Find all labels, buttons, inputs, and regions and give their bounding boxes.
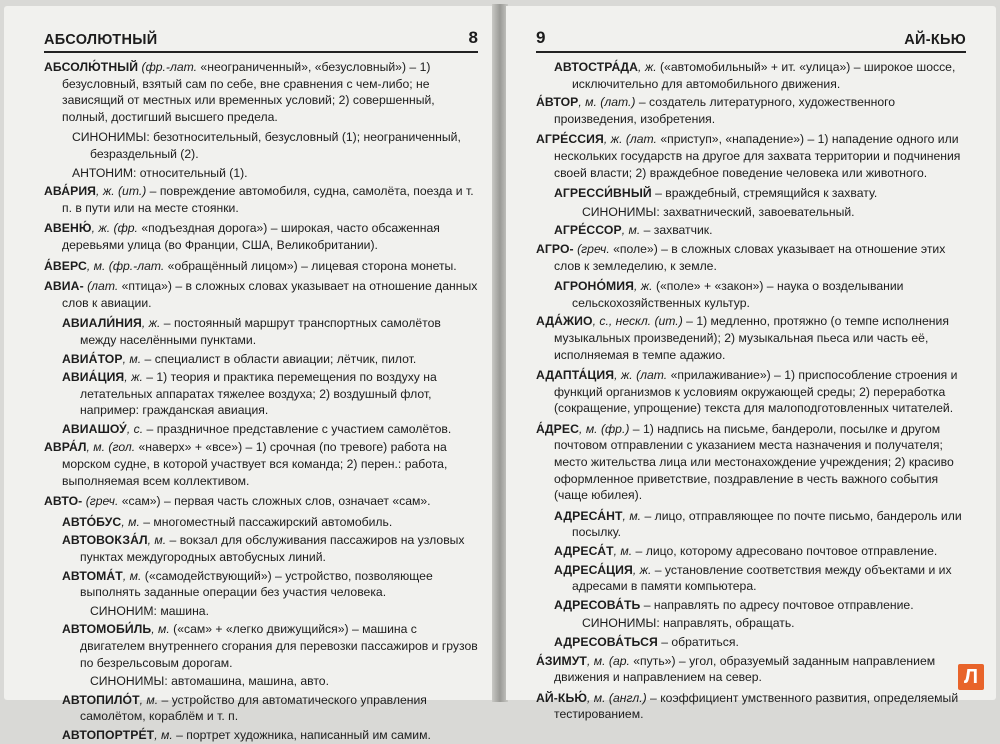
right-page	[506, 6, 996, 722]
definition: «приступ», «нападение») – 1) нападение одного или нескольких государств на другое для захвата территории и подчинения своей власти; 2) враждебное поведение человека или животного.	[554, 132, 961, 180]
definition: – обратиться.	[657, 635, 739, 649]
grammar-note: , м. (гол.	[86, 440, 136, 455]
grammar-note: , м. (фр.-лат.	[86, 258, 165, 273]
definition: «наверх» + «все») – 1) срочная (по тревоге) работа на морском судне, в которой участвует вся команда; 2) перен.: работа, выполняемая всем коллективом.	[62, 440, 448, 488]
dictionary-entry	[536, 313, 966, 363]
left-running-head: АБСОЛЮТНЫЙ	[44, 32, 158, 48]
definition: – 1) теория и практика перемещения по воздуху на летательных аппаратах тяжелее воздуха; 2) воздушный флот, например: гражданская авиация.	[80, 370, 437, 418]
dictionary-entry	[44, 183, 478, 216]
headword: АВТОПИЛО́Т	[62, 692, 140, 707]
headword: АБСОЛЮ́ТНЫЙ	[44, 60, 139, 74]
grammar-note: (фр.-лат.	[138, 60, 198, 74]
dictionary-entry	[44, 621, 478, 671]
dictionary-entry	[44, 59, 478, 125]
dictionary-entry	[44, 568, 478, 601]
headword: АДРЕСА́ЦИЯ	[554, 562, 633, 577]
headword: АДА́ЖИО	[536, 314, 593, 329]
grammar-note: , м. (англ.)	[587, 690, 647, 705]
right-running-head: АЙ-КЬЮ	[904, 32, 966, 48]
definition: – специалист в области авиации; лётчик, пилот.	[141, 351, 417, 366]
headword: АДРЕСОВА́ТЬ	[554, 597, 641, 612]
definition: «прилаживание») – 1) приспособление строения и функций организмов к условиям окружающей среды; 2) переработка (сокращение, упрощение) текста для малоподготовленных читателей.	[554, 368, 958, 416]
dictionary-note: СИНОНИМЫ: направлять, обращать.	[582, 616, 795, 631]
dictionary-note: СИНОНИМЫ: автомашина, машина, авто.	[90, 674, 329, 689]
dictionary-entry	[44, 351, 478, 368]
grammar-note: , ж.	[634, 279, 653, 294]
definition: «сам») – первая часть сложных слов, означает «сам».	[118, 494, 431, 509]
grammar-note: (лат.	[83, 279, 119, 294]
grammar-note: , ж. (лат.	[603, 132, 657, 147]
definition: «подъездная дорога») – широкая, часто обсаженная деревьями улица (во Франции, США, Великобритании).	[62, 221, 440, 252]
grammar-note: , м.	[121, 514, 140, 529]
definition: («сам» + «легко движущийся») – машина с двигателем внутреннего сгорания для перевозки пассажиров и грузов по безрельсовым дорогам.	[80, 622, 478, 670]
dictionary-entry	[44, 514, 478, 531]
grammar-note: , м.	[154, 727, 173, 742]
headword: АВРА́Л	[44, 440, 87, 455]
grammar-note: , м.	[622, 508, 642, 523]
dictionary-entry	[536, 690, 966, 723]
definition: «птица») – в сложных словах указывает на отношение данных слов к авиации.	[62, 279, 478, 310]
dictionary-entry	[44, 258, 478, 275]
dictionary-entry	[44, 692, 478, 725]
definition: – установление соответствия между объектами и их адресами в памяти компьютера.	[572, 562, 952, 594]
dictionary-entry	[536, 634, 966, 651]
dictionary-entry	[536, 278, 966, 311]
dictionary-entry	[536, 508, 966, 541]
grammar-note: (греч.	[573, 241, 610, 256]
headword: АДРЕСА́Т	[554, 544, 614, 559]
dictionary-entry	[536, 367, 966, 417]
grammar-note: , ж. (лат.	[614, 368, 668, 383]
grammar-note: , ж. (ит.)	[96, 184, 147, 199]
grammar-note: , м. (фр.)	[579, 421, 630, 436]
definition: – устройство для автоматического управления самолётом, кораблём и т. п.	[80, 692, 427, 724]
definition: – 1) надпись на письме, бандероли, посылке и другом почтовом отправлении с указанием места назначения и получателя; место жительства лица или местонахождение учреждения; 2) красиво оформленное приветствие, поздравление в честь важного события (чаще юбилея).	[554, 421, 954, 503]
dictionary-entry	[536, 59, 966, 92]
headword: АЙ-КЬЮ́	[536, 690, 587, 705]
dictionary-entry	[536, 653, 966, 686]
headword: АГРЕССИ́ВНЫЙ	[554, 186, 652, 201]
grammar-note: , м. (лат.)	[578, 95, 636, 110]
headword: АВИА́ТОР	[62, 351, 123, 366]
dictionary-entry	[44, 439, 478, 489]
dictionary-entry	[536, 562, 966, 595]
grammar-note: , с., нескл. (ит.)	[592, 314, 683, 329]
headword: А́ВЕРС	[44, 258, 87, 273]
headword: АДАПТА́ЦИЯ	[536, 368, 615, 383]
dictionary-entry	[44, 220, 478, 253]
definition: – портрет художника, написанный им самим.	[172, 727, 431, 742]
headword: АВТО-	[44, 494, 83, 509]
dictionary-entry	[536, 241, 966, 274]
grammar-note: , м.	[151, 622, 170, 637]
headword: АВИАШОУ́	[62, 421, 127, 436]
definition: («поле» + «закон») – наука о возделывании сельскохозяйственных культур.	[572, 279, 904, 310]
dictionary-entry	[536, 421, 966, 504]
dictionary-note: СИНОНИМЫ: безотносительный, безусловный (1); неограниченный, безраздельный (2).	[72, 130, 461, 161]
dictionary-entry	[44, 727, 478, 744]
definition: – праздничное представление с участием самолётов.	[143, 421, 452, 436]
headword: АВТОМА́Т	[62, 568, 123, 583]
dictionary-entry	[536, 94, 966, 127]
grammar-note: , м.	[122, 568, 142, 583]
headword: АВТОПОРТРЕ́Т	[62, 727, 155, 742]
dictionary-entry	[536, 131, 966, 181]
definition: – коэффициент умственного развития, определяемый тестированием.	[554, 690, 959, 722]
grammar-note: , ж.	[632, 562, 652, 577]
definition: – повреждение автомобиля, судна, самолёта, поезда и т. п. в пути или на месте стоянки.	[62, 184, 474, 215]
right-entries	[536, 59, 966, 723]
headword: АВТОВОКЗА́Л	[62, 533, 148, 548]
headword: АВТО́БУС	[62, 514, 122, 529]
headword: АДРЕСОВА́ТЬСЯ	[554, 635, 658, 649]
dictionary-entry	[536, 185, 966, 202]
right-page-header	[536, 28, 966, 53]
headword: АВЕНЮ́	[44, 221, 92, 236]
dictionary-entry	[44, 369, 478, 419]
grammar-note: (греч.	[82, 494, 119, 509]
publisher-logo: Л	[958, 664, 984, 690]
grammar-note: , с.	[126, 421, 144, 436]
definition: «обращённый лицом») – лицевая сторона монеты.	[164, 258, 457, 273]
headword: А́ДРЕС	[536, 421, 580, 436]
grammar-note: , ж. (фр.	[91, 221, 138, 236]
headword: АВИА-	[44, 279, 84, 294]
headword: АВИА́ЦИЯ	[62, 370, 125, 385]
left-entries	[44, 59, 478, 744]
headword: А́ВТОР	[536, 95, 579, 110]
headword: АДРЕСА́НТ	[554, 508, 623, 523]
dictionary-note: СИНОНИМ: машина.	[90, 603, 209, 618]
definition: «путь») – угол, образуемый заданным направлением движения и направлением на север.	[554, 653, 936, 685]
dictionary-entry	[44, 532, 478, 565]
headword: АВТОМОБИ́ЛЬ	[62, 622, 152, 637]
definition: – враждебный, стремящийся к захвату.	[651, 186, 878, 201]
definition: – 1) медленно, протяжно (о темпе исполнения музыкальных произведений); 2) музыкальная пьеса или часть её, исполняемая в темпе адажио.	[554, 314, 949, 362]
dictionary-entry	[44, 421, 478, 438]
dictionary-note: СИНОНИМЫ: захватнический, завоевательный.	[582, 204, 855, 219]
grammar-note: , м.	[139, 692, 159, 707]
definition: «поле») – в сложных словах указывает на отношение этих слов к земледелию, к земле.	[554, 241, 946, 273]
headword: АВА́РИЯ	[44, 184, 97, 199]
grammar-note: , ж.	[638, 60, 657, 74]
headword: АГРО-	[536, 241, 574, 256]
dictionary-entry	[536, 597, 966, 614]
grammar-note: , м.	[613, 544, 633, 559]
left-page-number: 8	[468, 28, 478, 47]
headword: АГРОНО́МИЯ	[554, 279, 635, 294]
definition: – направлять по адресу почтовое отправление.	[640, 597, 914, 612]
dictionary-entry	[44, 493, 478, 510]
definition: («автомобильный» + ит. «улица») – широкое шоссе, исключительно для автомобильного движения.	[572, 60, 956, 91]
definition: – захватчик.	[640, 223, 713, 238]
definition: – многоместный пассажирский автомобиль.	[139, 514, 393, 529]
definition: – создатель литературного, художественного произведения, изобретения.	[554, 95, 896, 126]
grammar-note: , м.	[621, 223, 641, 238]
definition: – постоянный маршрут транспортных самолётов между населёнными пунктами.	[80, 316, 441, 347]
right-page-number: 9	[536, 28, 546, 47]
dictionary-entry	[44, 315, 478, 348]
dictionary-note: АНТОНИМ: относительный (1).	[72, 165, 248, 180]
grammar-note: , м.	[147, 533, 167, 548]
dictionary-entry	[536, 543, 966, 560]
dictionary-entry	[536, 222, 966, 239]
dictionary-entry	[44, 278, 478, 311]
headword: А́ЗИМУТ	[536, 653, 587, 668]
grammar-note: , ж.	[141, 316, 161, 331]
headword: АГРЕ́ССОР	[554, 223, 622, 238]
grammar-note: , ж.	[124, 370, 143, 385]
definition: – лицо, которому адресовано почтовое отправление.	[632, 544, 938, 559]
definition: – вокзал для обслуживания пассажиров на узловых пунктах междугородных автобусных линий.	[80, 533, 465, 565]
grammar-note: , м.	[122, 351, 142, 366]
definition: («самодействующий») – устройство, позволяющее выполнять заданные операции без участия человека.	[80, 568, 433, 600]
left-page	[4, 6, 494, 742]
left-page-header	[44, 28, 478, 53]
headword: АГРЕ́ССИЯ	[536, 132, 604, 147]
definition: – лицо, отправляющее по почте письмо, бандероль или посылку.	[572, 508, 962, 540]
headword: АВИАЛИ́НИЯ	[62, 316, 142, 331]
headword: АВТОСТРА́ДА	[554, 60, 639, 74]
definition: «неограниченный», «безусловный») – 1) безусловный, взятый сам по себе, вне сравнения с чем-либо; не зависящий от местных или временных условий; 2) совершенный, полный, достигший высшего предела.	[62, 60, 435, 124]
grammar-note: , м. (ар.	[586, 653, 630, 668]
